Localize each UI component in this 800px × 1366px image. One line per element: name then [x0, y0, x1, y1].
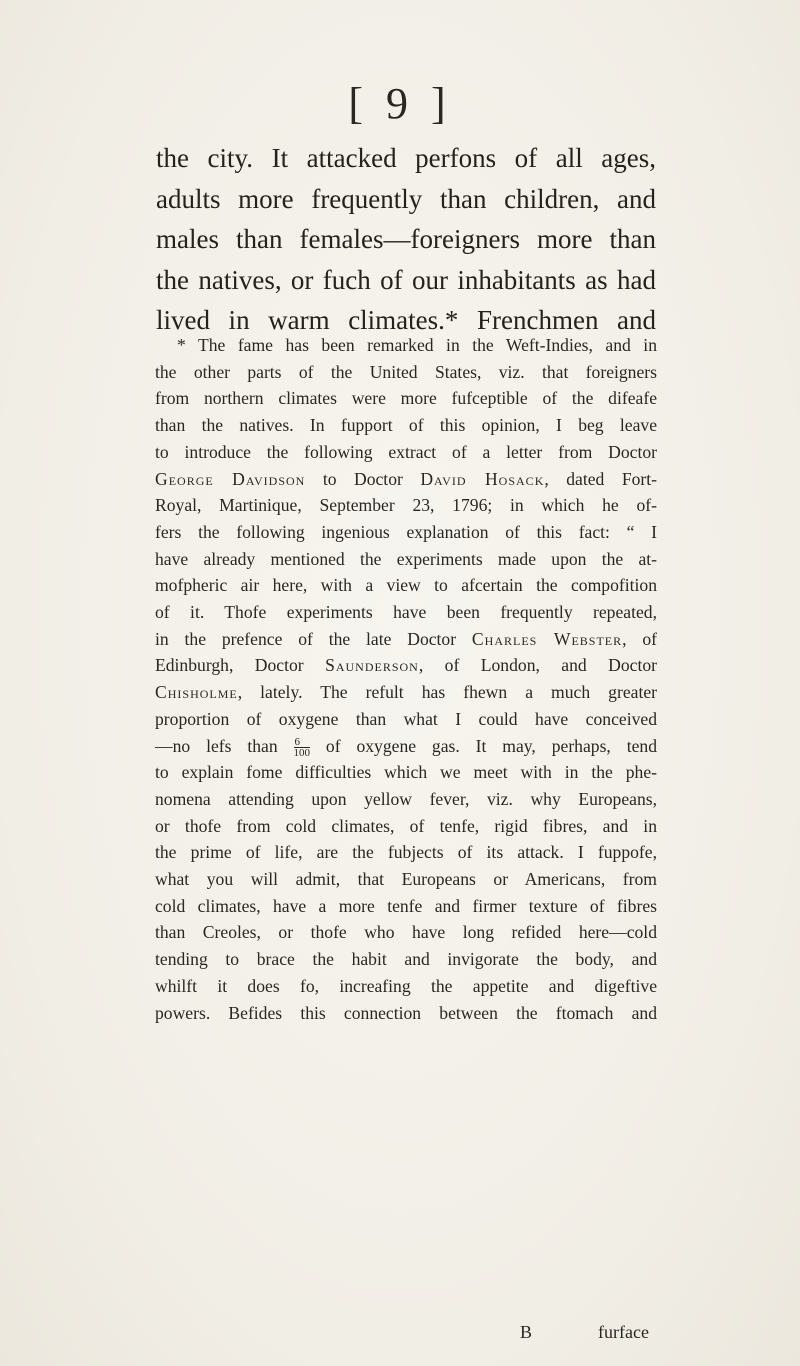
footnote-text: in the prefence of the late Doctor: [155, 628, 472, 649]
footnote-line: proportion of oxygene than what I could have conceived: [155, 708, 657, 729]
fraction: [294, 737, 311, 758]
body-text: [156, 138, 656, 341]
footnote-text: , of London, and Doctor: [418, 655, 657, 676]
footnote-line: from northern climates were more fufceptible of the difeafe: [155, 388, 657, 409]
footnote-line: mofpheric air here, with a view to afcertain the compofition: [155, 575, 657, 596]
footnote-text: —no lefs than: [155, 735, 294, 756]
signature-mark: B: [520, 1322, 533, 1342]
footnote-line: fers the following ingenious explanation of this fact: “ I: [155, 521, 657, 542]
footnote-line: what you will admit, that Europeans or Americans, from: [155, 869, 657, 890]
footnote-line: the prime of life, are the fubjects of its attack. I fuppofe,: [155, 842, 657, 863]
footnote-line: Royal, Martinique, September 23, 1796; in which he of-: [155, 495, 657, 516]
footnote-line: of it. Thofe experiments have been frequently repeated,: [155, 602, 657, 623]
footnote-line: the other parts of the United States, viz. that foreigners: [155, 361, 657, 382]
person-name: Charles Webster: [471, 628, 623, 649]
footnote-line: * The fame has been remarked in the Weft-Indies, and in: [177, 335, 657, 355]
body-line: lived in warm climates.* Frenchmen and: [156, 305, 656, 335]
footnote-text: , lately. The refult has fhewn a much greater: [237, 682, 657, 703]
footnote-text: to: [305, 468, 354, 489]
footnote-line: tending to brace the habit and invigorate the body, and: [155, 949, 657, 970]
footnote-line: have already mentioned the experiments made upon the at-: [155, 548, 657, 569]
footnote: [155, 332, 657, 1026]
body-line: the city. It attacked perfons of all ages,: [156, 143, 656, 173]
body-line: males than females—foreigners more than: [156, 224, 656, 254]
footnote-line: than the natives. In fupport of this opinion, I beg leave: [155, 415, 657, 436]
footnote-text: , dated Fort-: [544, 468, 658, 489]
footnote-text: , of: [622, 628, 658, 649]
footnote-line: [155, 679, 657, 706]
person-name: George Davidson: [155, 468, 306, 489]
footnote-line: [155, 652, 657, 679]
footnote-text: Edinburgh, Doctor: [155, 655, 326, 676]
footnote-line: powers. Befides this connection between the ftomach and: [155, 1002, 657, 1023]
page-number: [ 9 ]: [348, 79, 452, 128]
body-line: adults more frequently than children, and: [156, 183, 656, 214]
footnote-line: or thofe from cold climates, of tenfe, rigid fibres, and in: [155, 815, 657, 836]
footnote-line: to explain fome difficulties which we meet with in the phe-: [155, 762, 657, 783]
footnote-line: [155, 439, 657, 466]
body-line: the natives, or fuch of our inhabitants as had: [156, 264, 656, 295]
footnote-line: [155, 733, 657, 760]
fraction-denominator: 100: [293, 747, 311, 759]
person-name: David Hosack: [420, 468, 545, 489]
footnote-line: nomena attending upon yellow fever, viz. why Europeans,: [155, 788, 657, 809]
footnote-line: than Creoles, or thofe who have long refided here—cold: [155, 922, 657, 943]
person-name: Chisholme: [155, 682, 238, 703]
catchword: furface: [598, 1322, 649, 1342]
footnote-text: to introduce the following extract of a letter from: [155, 441, 609, 462]
footnote-line: [155, 626, 657, 653]
footnote-text: of oxygene gas. It may, perhaps, tend: [310, 735, 657, 756]
footnote-line: [155, 466, 657, 493]
footnote-text: Doctor: [354, 468, 421, 489]
fraction-numerator: 6: [294, 737, 311, 748]
footnote-line: whilft it does fo, increafing the appetite and digeftive: [155, 975, 657, 996]
footnote-line: cold climates, have a more tenfe and firmer texture of fibres: [155, 895, 657, 916]
person-name: Saunderson: [325, 655, 419, 676]
footnote-text: Doctor: [608, 441, 657, 462]
